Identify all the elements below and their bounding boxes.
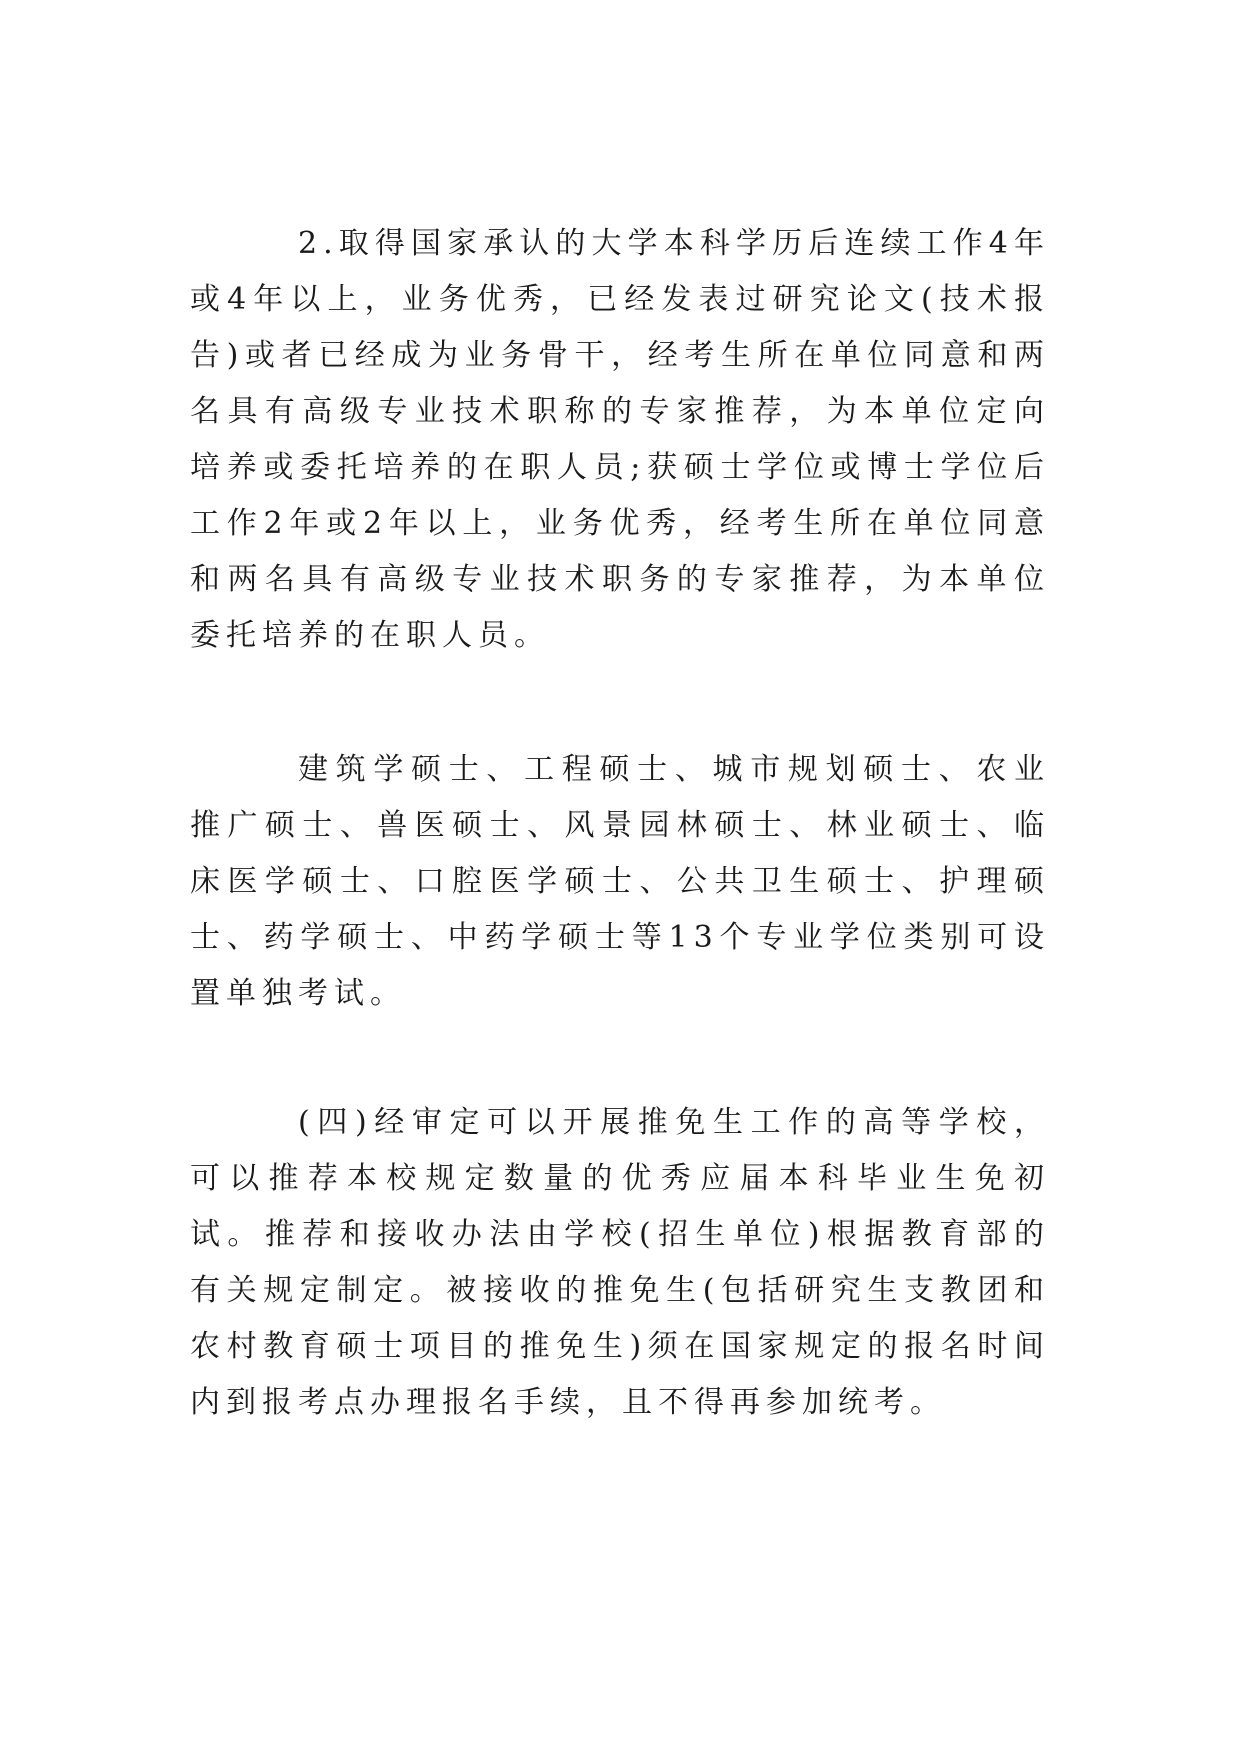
- paragraph-eligibility-work-experience: 2.取得国家承认的大学本科学历后连续工作4年或4年以上，业务优秀，已经发表过研究论文(技术报告)或者已经成为业务骨干，经考生所在单位同意和两名具有高级专业技术职称的专家推荐，为本单位定向培养或委托培养的在职人员;获硕士学位或博士学位后工作2年或2年以上，业务优秀，经考生所在单位同意和两名具有高级专业技术职务的专家推荐，为本单位委托培养的在职人员。: [190, 226, 1050, 653]
- paragraph-professional-degree-categories: 建筑学硕士、工程硕士、城市规划硕士、农业推广硕士、兽医硕士、风景园林硕士、林业硕士、临床医学硕士、口腔医学硕士、公共卫生硕士、护理硕士、药学硕士、中药学硕士等13个专业学位类别可设置单独考试。: [190, 752, 1050, 1011]
- paragraph-recommended-exemption: (四)经审定可以开展推免生工作的高等学校，可以推荐本校规定数量的优秀应届本科毕业生免初试。推荐和接收办法由学校(招生单位)根据教育部的有关规定制定。被接收的推免生(包括研究生支教团和农村教育硕士项目的推免生)须在国家规定的报名时间内到报考点办理报名手续，且不得再参加统考。: [190, 1105, 1050, 1420]
